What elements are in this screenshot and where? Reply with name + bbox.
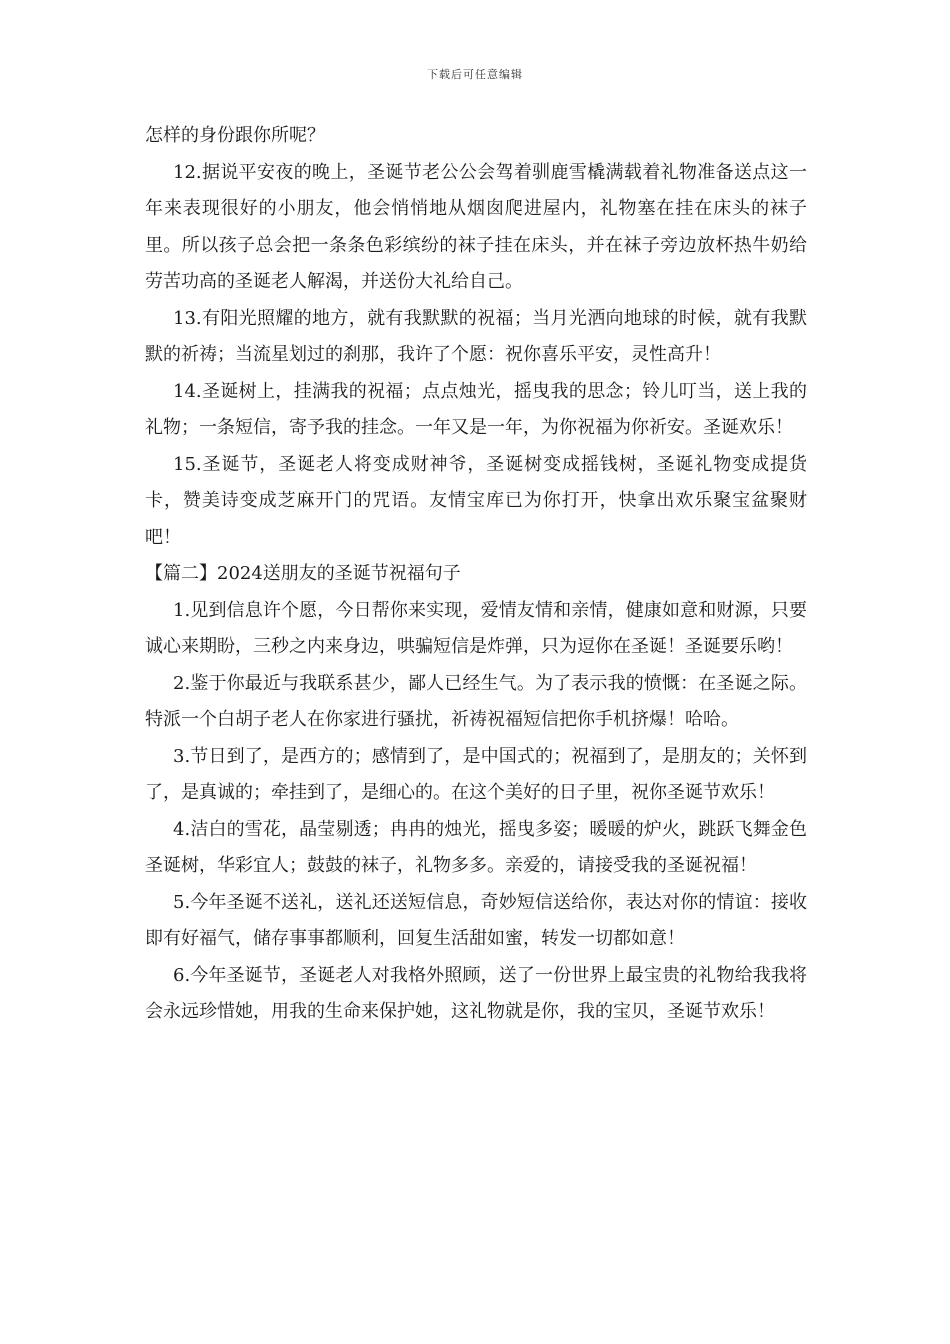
header-note: 下载后可任意编辑	[427, 68, 523, 81]
paragraph-item-5: 5.今年圣诞不送礼，送礼还送短信息，奇妙短信送给你，表达对你的情谊：接收即有好福气，储存事事都顺利，回复生活甜如蜜，转发一切都如意！	[145, 891, 807, 949]
paragraph-item-14: 14.圣诞树上，挂满我的祝福；点点烛光，摇曳我的思念；铃儿叮当，送上我的礼物；一条短信，寄予我的挂念。一年又是一年，为你祝福为你祈安。圣诞欢乐！	[145, 380, 807, 438]
section-heading: 【篇二】2024送朋友的圣诞节祝福句子	[145, 563, 461, 584]
paragraph-item-12: 12.据说平安夜的晚上，圣诞节老公公会驾着驯鹿雪橇满载着礼物准备送点这一年来表现很好的小朋友，他会悄悄地从烟囱爬进屋内，礼物塞在挂在床头的袜子里。所以孩子总会把一条条色彩缤纷的袜子挂在床头，并在袜子旁边放杯热牛奶给劳苦功高的圣诞老人解渴，并送份大礼给自己。	[145, 161, 807, 292]
paragraph-item-13: 13.有阳光照耀的地方，就有我默默的祝福；当月光洒向地球的时候，就有我默默的祈祷；当流星划过的刹那，我许了个愿：祝你喜乐平安，灵性高升！	[145, 307, 807, 365]
paragraph-item-3: 3.节日到了，是西方的；感情到了，是中国式的；祝福到了，是朋友的；关怀到了，是真诚的；牵挂到了，是细心的。在这个美好的日子里，祝你圣诞节欢乐！	[145, 745, 807, 803]
paragraph-item-1: 1.见到信息许个愿，今日帮你来实现，爱情友情和亲情，健康如意和财源，只要诚心来期盼，三秒之内来身边，哄骗短信是炸弹，只为逗你在圣诞！圣诞要乐哟！	[145, 599, 807, 657]
paragraph-item-4: 4.洁白的雪花，晶莹剔透；冉冉的烛光，摇曳多姿；暖暖的炉火，跳跃飞舞金色圣诞树，华彩宜人；鼓鼓的袜子，礼物多多。亲爱的，请接受我的圣诞祝福！	[145, 818, 807, 876]
document-body	[145, 118, 807, 1031]
paragraph-continuation: 怎样的身份跟你所呢？	[145, 125, 325, 146]
paragraph-item-6: 6.今年圣诞节，圣诞老人对我格外照顾，送了一份世界上最宝贵的礼物给我我将会永远珍惜她，用我的生命来保护她，这礼物就是你，我的宝贝，圣诞节欢乐！	[145, 964, 807, 1022]
paragraph-item-15: 15.圣诞节，圣诞老人将变成财神爷，圣诞树变成摇钱树，圣诞礼物变成提货卡，赞美诗变成芝麻开门的咒语。友情宝库已为你打开，快拿出欢乐聚宝盆聚财吧！	[145, 453, 807, 548]
paragraph-item-2: 2.鉴于你最近与我联系甚少，鄙人已经生气。为了表示我的愤慨：在圣诞之际。特派一个白胡子老人在你家进行骚扰，祈祷祝福短信把你手机挤爆！哈哈。	[145, 672, 807, 730]
